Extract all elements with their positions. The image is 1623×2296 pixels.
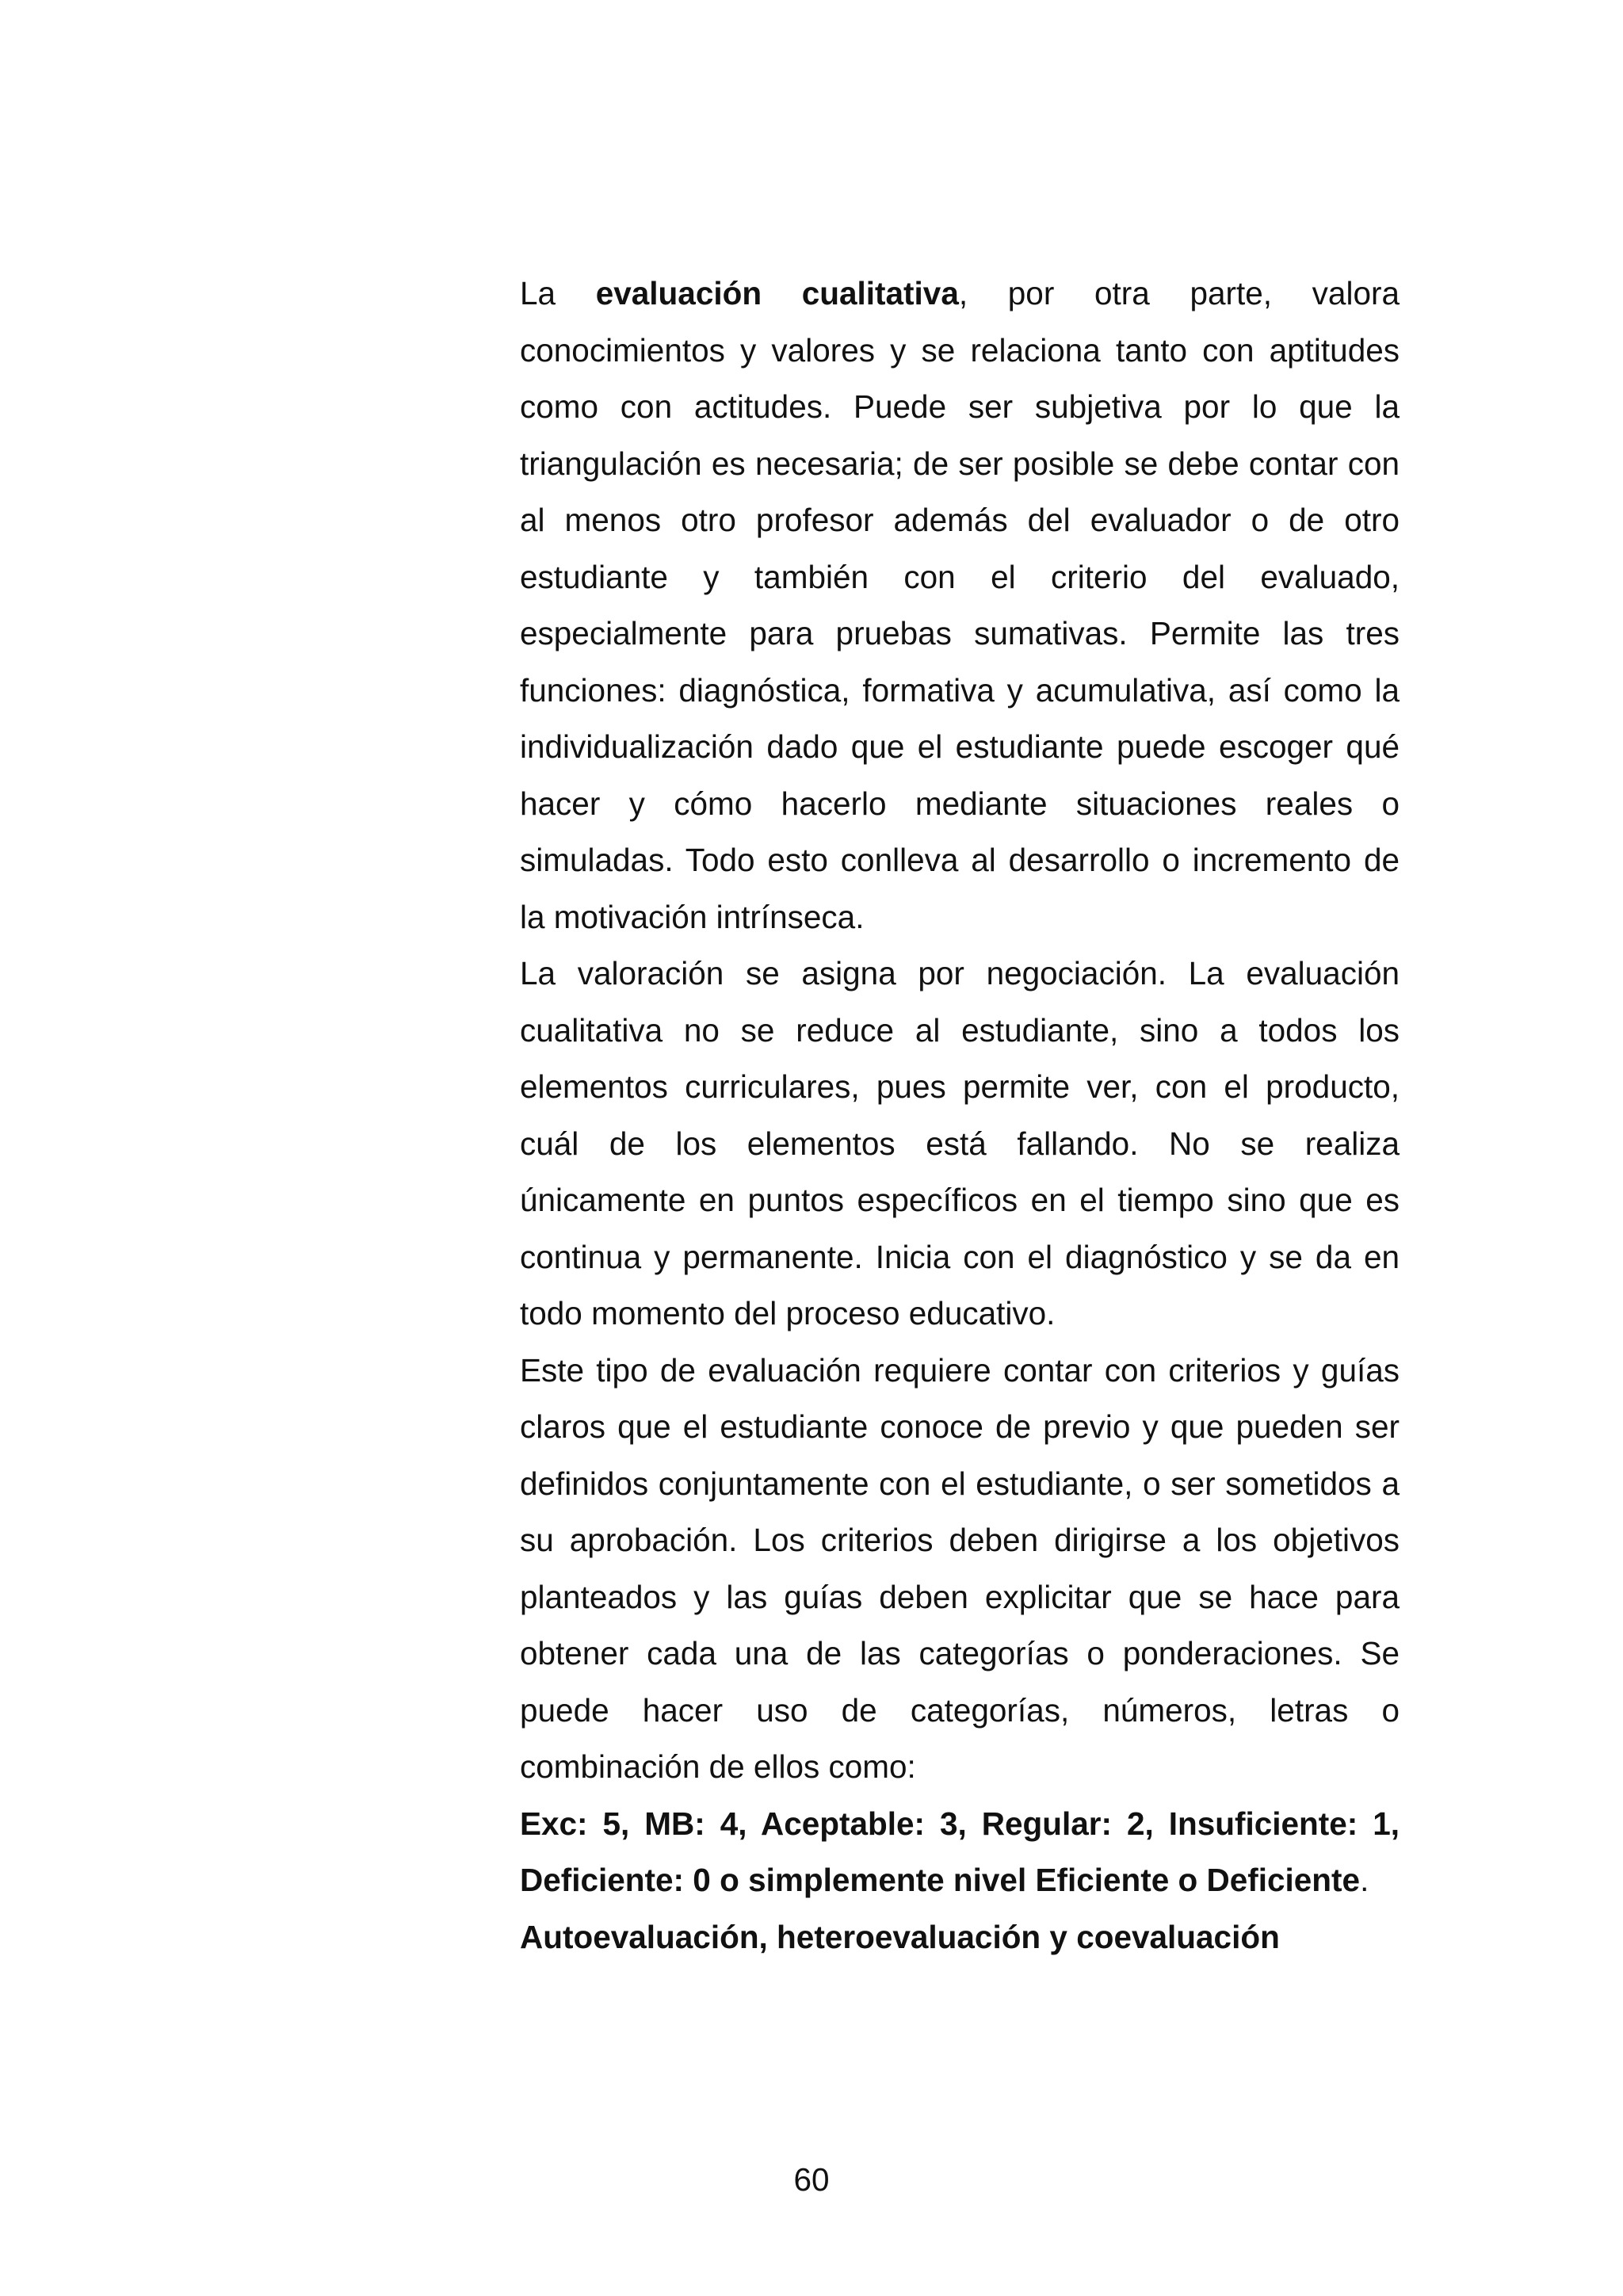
- body-text: [520, 266, 1400, 1966]
- paragraph-text: .: [1360, 1862, 1369, 1898]
- paragraph-valuation: La valoración se asigna por negociación. La evaluación cualitativa no se reduce al estudiante, sino a todos los elementos curriculares, pues permite ver, con el producto, cuál de los elementos está fallando. No se realiza únicamente en puntos específicos en el tiempo sino que es continua y permanente. Inicia con el diagnóstico y se da en todo momento del proceso educativo.: [520, 955, 1400, 1331]
- paragraph-criteria: Este tipo de evaluación requiere contar con criterios y guías claros que el estudiante conoce de previo y que pueden ser definidos conjuntamente con el estudiante, o ser sometidos a su aprobación. Los criterios deben dirigirse a los objetivos planteados y las guías deben explicitar que se hace para obtener cada una de las categorías o ponderaciones. Se puede hacer uso de categorías, números, letras o combinación de ellos como:: [520, 1351, 1400, 1785]
- paragraph-scale: [520, 1796, 1400, 1909]
- paragraph-qualitative-evaluation: [520, 266, 1400, 946]
- paragraph-text: La: [520, 275, 596, 311]
- paragraph-text: , por otra parte, valora conocimientos y valores y se relaciona tanto con aptitudes como con actitudes. Puede ser subjetiva por lo que la triangulación es necesaria; de ser posible se debe contar con al menos otro profesor además del evaluador o de otro estudiante y también con el criterio del evaluado, especialmente para pruebas sumativas. Permite las tres funciones: diagnóstica, formativa y acumulativa, así como la individualización dado que el estudiante puede escoger qué hacer y cómo hacerlo mediante situaciones reales o simuladas. Todo esto conlleva al desarrollo o incremento de la motivación intrínseca.: [520, 275, 1400, 935]
- section-heading: Autoevaluación, heteroevaluación y coevaluación: [520, 1918, 1280, 1955]
- bold-scale-text: Exc: 5, MB: 4, Aceptable: 3, Regular: 2, Insuficiente: 1, Deficiente: 0 o simplemente nivel Eficiente o Deficiente: [520, 1805, 1400, 1898]
- page-number: 60: [793, 2161, 830, 2198]
- bold-term: evaluación cualitativa: [595, 275, 959, 311]
